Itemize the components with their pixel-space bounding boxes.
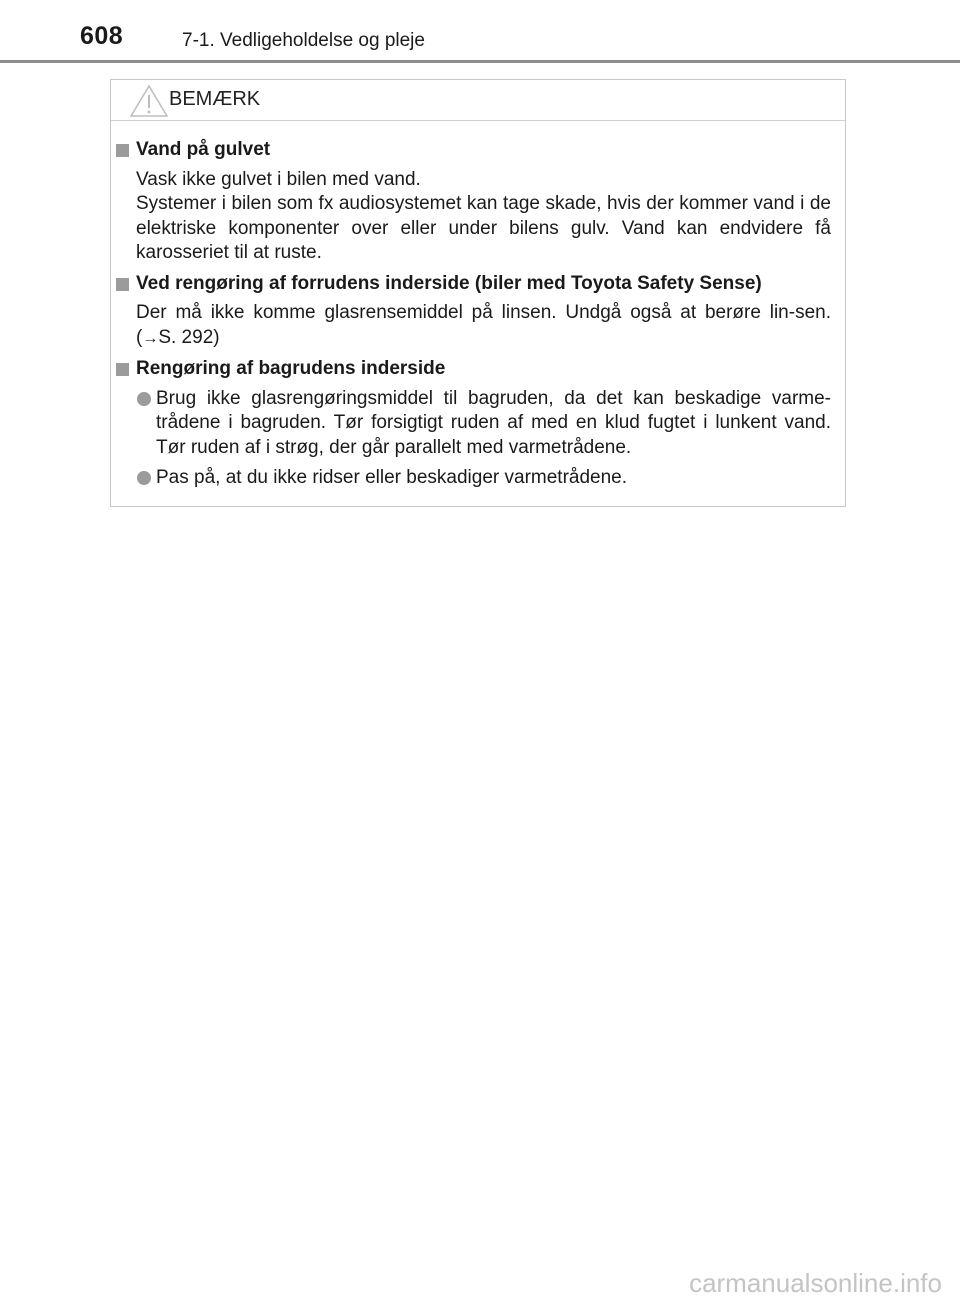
notice-label: BEMÆRK [169,88,261,110]
page-reference-link[interactable]: S. 292) [158,326,220,348]
section-heading: Vand på gulvet [116,138,831,163]
paragraph: Der må ikke komme glasrensemiddel på linsen. Undgå også at berøre lin-sen. (→S. 292) [136,302,831,348]
list-item: Brug ikke glasrengøringsmiddel til bagruden, da det kan beskadige varme-trådene i bagruden. Tør forsigtigt ruden af med en klud fugtet i lunkent vand. Tør ruden af i strøg, der går parallelt med varmetrådene. [116,387,831,461]
square-bullet-icon [116,363,129,376]
paragraph: Systemer i bilen som fx audiosystemet kan tage skade, hvis der kommer vand i de elektriske komponenter over eller under bilens gulv. Vand kan endvidere få karosseriet til at ruste. [136,193,831,263]
list-item: Pas på, at du ikke ridser eller beskadiger varmetrådene. [116,466,831,491]
square-bullet-icon [116,144,129,157]
circle-bullet-icon [137,471,151,485]
section-heading: Rengøring af bagrudens inderside [116,357,831,382]
circle-bullet-icon [137,392,151,406]
notice-header [111,80,845,121]
warning-triangle-icon [129,84,169,118]
paragraph: Vask ikke gulvet i bilen med vand. [136,168,421,190]
notice-box [110,79,846,507]
page-number: 608 [80,22,124,50]
page-header [0,0,960,64]
section-title: 7-1. Vedligeholdelse og pleje [182,30,425,51]
arrow-icon: → [142,329,159,347]
notice-body [111,138,845,491]
watermark: carmanualsonline.info [689,1268,942,1298]
header-rule [0,60,960,63]
square-bullet-icon [116,278,129,291]
section-heading: Ved rengøring af forrudens inderside (biler med Toyota Safety Sense) [116,272,831,297]
